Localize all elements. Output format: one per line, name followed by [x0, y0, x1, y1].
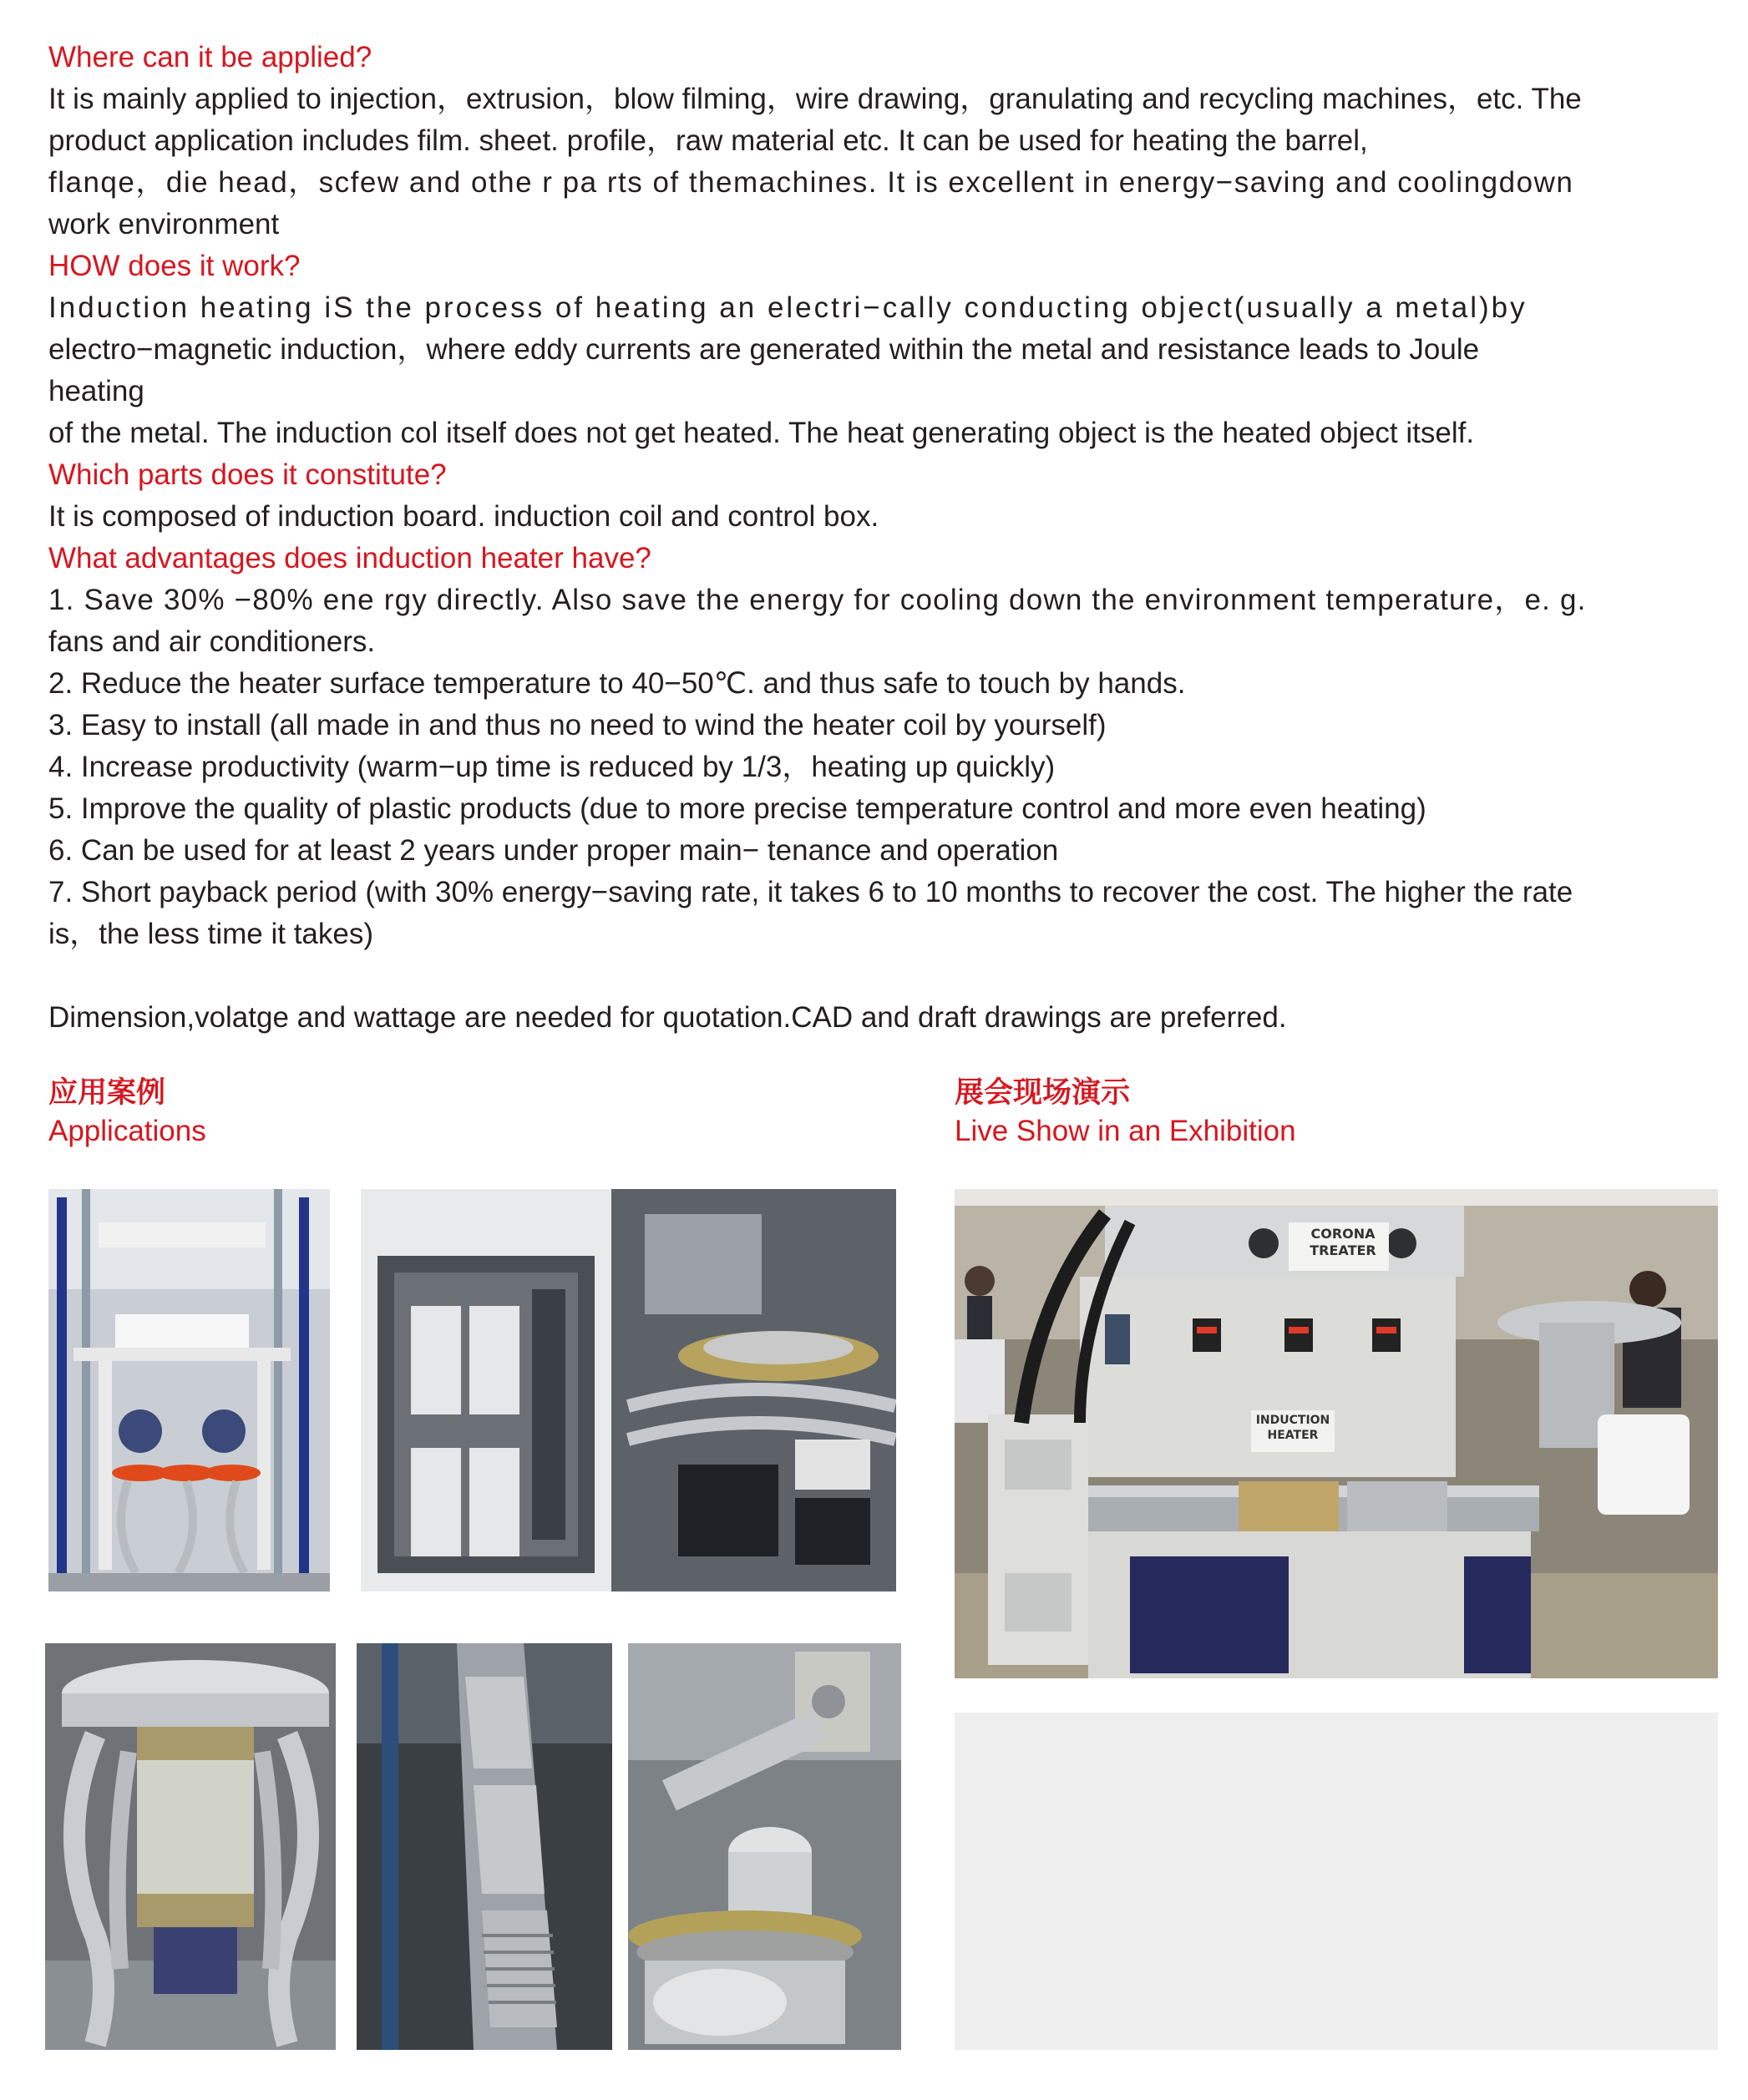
paragraph-line: product application includes film. sheet. profile，raw material etc. It can be used for heating the barrel, [48, 124, 1368, 157]
paragraph-line: It is composed of induction board. induction coil and control box. [48, 500, 879, 533]
article-text [48, 37, 1717, 1039]
sign-corona-line2: TREATER [1310, 1242, 1376, 1258]
exhibition-title-en: Live Show in an Exhibition [955, 1115, 1296, 1147]
paragraph-line: work environment [48, 208, 280, 240]
paragraph-line: It is mainly applied to injection，extrusion，blow filming，wire drawing，granulating and recycling machines，etc. The [48, 83, 1582, 115]
paragraph-line: Induction heating iS the process of heating an electri−cally conducting object(usually a metal)by [48, 291, 1528, 324]
blank-placeholder-panel [955, 1713, 1718, 2050]
sign-corona-treater [1293, 1226, 1393, 1259]
paragraph-line: heating [48, 375, 144, 407]
applications-title-cn: 应用案例 [48, 1076, 166, 1110]
sign-induction-heater [1251, 1413, 1335, 1443]
sign-induction-line2: HEATER [1267, 1429, 1319, 1442]
photo-exhibition-machine [955, 1189, 1718, 1678]
sign-induction-line1: INDUCTION [1255, 1414, 1330, 1427]
photo-extruder-head [628, 1643, 901, 2050]
applications-title [48, 1074, 206, 1151]
paragraph-line: of the metal. The induction col itself does not get heated. The heat generating object is the heated object itself. [48, 417, 1475, 449]
exhibition-title-cn: 展会现场演示 [955, 1076, 1131, 1110]
advantage-line: 7. Short payback period (with 30% energy−saving rate, it takes 6 to 10 months to recover the cost. The higher the rate [48, 876, 1573, 908]
photo-control-cabinet [361, 1189, 896, 1591]
advantage-line: 6. Can be used for at least 2 years under proper main− tenance and operation [48, 834, 1059, 867]
quotation-note: Dimension,volatge and wattage are needed for quotation.CAD and draft drawings are preferred. [48, 1001, 1287, 1034]
spacer [48, 955, 1717, 997]
advantage-line: 1. Save 30% −80% ene rgy directly. Also save the energy for cooling down the environment temperature，e. g. [48, 584, 1587, 616]
advantage-line: fans and air conditioners. [48, 625, 376, 658]
exhibition-title [955, 1074, 1296, 1151]
photo-barrel-heater [357, 1643, 612, 2050]
heading-how-it-works: HOW does it work? [48, 250, 301, 282]
advantage-line: 5. Improve the quality of plastic products (due to more precise temperature control and more even heating) [48, 792, 1426, 825]
applications-title-en: Applications [48, 1115, 206, 1147]
paragraph-line: electro−magnetic induction，where eddy currents are generated within the metal and resistance leads to Joule [48, 333, 1480, 366]
sign-corona-line1: CORONA [1310, 1226, 1376, 1242]
advantage-line: 4. Increase productivity (warm−up time is reduced by 1/3，heating up quickly) [48, 751, 1056, 783]
advantage-line: is，the less time it takes) [48, 918, 373, 950]
photo-blown-film-tower [48, 1189, 330, 1591]
heading-where-applied: Where can it be applied? [48, 41, 372, 73]
paragraph-line: flanqe，die head，scfew and othe r pa rts of themachines. It is excellent in energy−saving and coolingdown [48, 166, 1574, 199]
heading-parts: Which parts does it constitute? [48, 458, 447, 491]
advantage-line: 2. Reduce the heater surface temperature to 40−50℃. and thus safe to touch by hands. [48, 667, 1186, 700]
advantage-line: 3. Easy to install (all made in and thus no need to wind the heater coil by yourself) [48, 709, 1107, 741]
heading-advantages: What advantages does induction heater have? [48, 542, 651, 574]
photo-die-head [45, 1643, 336, 2050]
